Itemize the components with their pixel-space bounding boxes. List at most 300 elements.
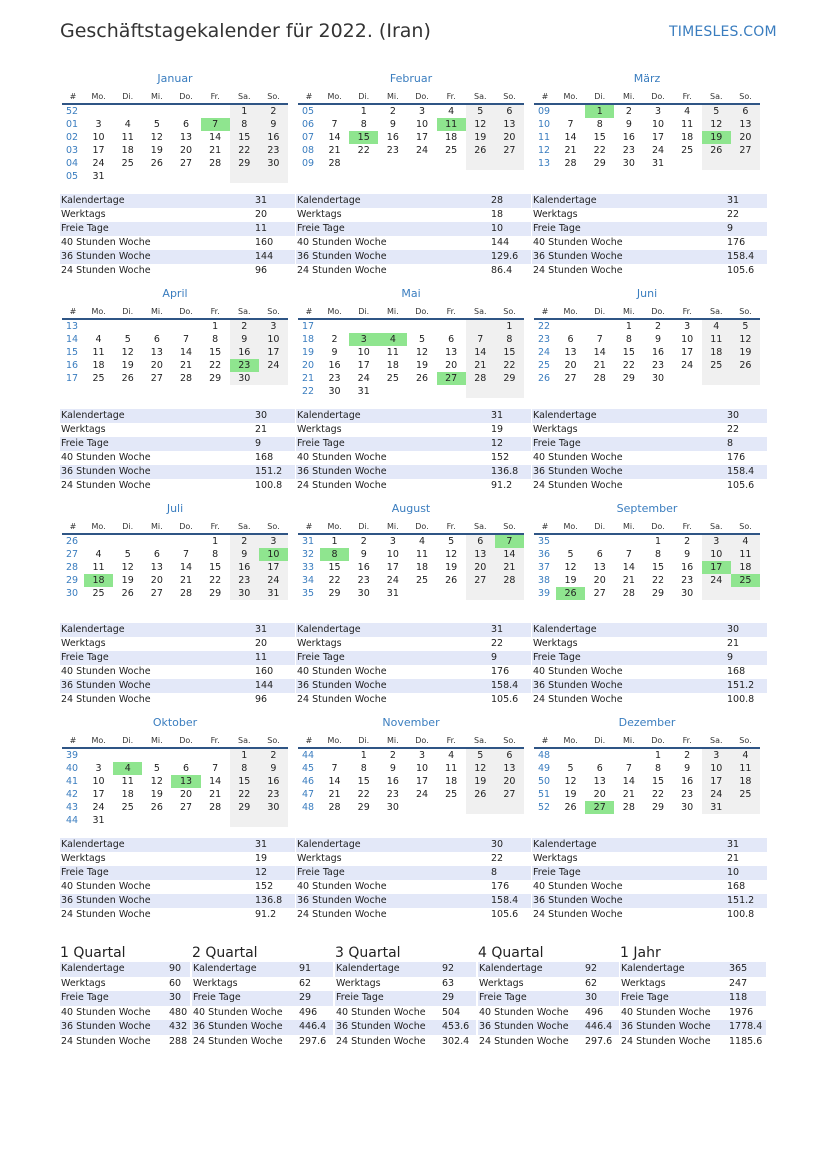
month-stats [60, 409, 295, 493]
stat-value: 91.2 [255, 909, 277, 920]
stat-value: 31 [727, 839, 740, 850]
day-cell [407, 157, 436, 170]
day-cell: 5 [731, 319, 760, 333]
day-cell: 2 [331, 334, 338, 345]
day-cell: 13 [564, 347, 577, 358]
week-number: 36 [538, 549, 551, 560]
weekday-header: # [534, 90, 556, 104]
stat-label: Werktags [297, 853, 342, 864]
week-row [534, 788, 760, 801]
week-number: 22 [302, 386, 315, 397]
day-cell: 7 [201, 118, 230, 131]
month-calendar [62, 714, 288, 827]
day-cell: 3 [259, 534, 288, 548]
day-cell: 25 [731, 574, 760, 587]
week-number: 12 [538, 145, 551, 156]
day-cell: 30 [357, 588, 370, 599]
week-number: 03 [66, 145, 79, 156]
day-cell: 18 [731, 775, 760, 788]
summary-value: 496 [299, 1006, 318, 1018]
day-cell [142, 104, 171, 118]
day-cell [407, 385, 436, 398]
stat-label: Freie Tage [297, 223, 345, 234]
stat-label: Werktags [297, 209, 342, 220]
week-row [534, 534, 760, 548]
day-cell: 4 [418, 536, 426, 547]
summary-value: 297.6 [585, 1035, 613, 1047]
summary-label: Werktags [621, 977, 666, 989]
day-cell [731, 372, 760, 385]
brand-logo-text[interactable]: TIMESLES.COM [669, 24, 777, 40]
day-cell: 28 [564, 158, 577, 169]
summary-row [192, 962, 333, 977]
week-row [534, 762, 760, 775]
stat-label: Werktags [297, 424, 342, 435]
stat-value: 31 [255, 839, 268, 850]
stat-row [60, 423, 295, 437]
day-cell: 1 [331, 536, 338, 547]
stat-label: 36 Stunden Woche [297, 895, 387, 906]
day-cell: 24 [651, 145, 665, 156]
stat-label: Kalendertage [297, 195, 361, 206]
weekday-header: Sa. [702, 520, 731, 534]
weekday-header: Di. [113, 90, 142, 104]
stat-value: 152 [255, 881, 274, 892]
month-calendar [62, 285, 288, 385]
day-cell: 9 [389, 119, 396, 130]
day-cell: 22 [357, 789, 370, 800]
weekday-header: Mi. [614, 520, 643, 534]
day-cell [437, 385, 466, 398]
day-cell: 12 [121, 347, 134, 358]
stat-row [532, 465, 767, 479]
day-cell: 11 [731, 762, 760, 775]
week-row [534, 131, 760, 144]
summary-row [478, 1035, 619, 1050]
stat-value: 28 [491, 195, 504, 206]
weekday-header: Mi. [142, 90, 171, 104]
stat-row [60, 194, 295, 208]
day-cell: 8 [212, 334, 219, 345]
week-row [62, 548, 288, 561]
day-cell: 13 [171, 775, 200, 788]
day-cell [731, 801, 760, 814]
day-cell: 2 [389, 106, 396, 117]
day-cell: 9 [259, 118, 288, 131]
stat-row [296, 264, 531, 278]
stat-label: 24 Stunden Woche [533, 265, 623, 276]
weekday-header: Fr. [201, 90, 230, 104]
day-cell [466, 587, 495, 600]
stat-value: 100.8 [727, 909, 755, 920]
stat-row [532, 250, 767, 264]
summary-label: 24 Stunden Woche [61, 1035, 151, 1047]
day-cell: 16 [328, 360, 341, 371]
week-row [298, 574, 524, 587]
day-cell: 30 [328, 386, 341, 397]
day-cell: 30 [259, 157, 288, 170]
day-cell [171, 319, 200, 333]
day-cell: 16 [259, 131, 288, 144]
week-number: 42 [66, 789, 79, 800]
summary-label: Freie Tage [621, 992, 669, 1004]
day-cell: 22 [651, 575, 665, 586]
day-cell: 10 [259, 333, 288, 346]
day-cell [731, 587, 760, 600]
stat-label: Freie Tage [533, 223, 581, 234]
day-cell: 1 [212, 536, 219, 547]
weekday-header: Sa. [702, 90, 731, 104]
day-cell: 27 [437, 372, 466, 385]
day-cell: 19 [702, 131, 731, 144]
week-row [298, 319, 524, 333]
day-cell: 10 [702, 762, 731, 775]
stat-label: Kalendertage [533, 410, 597, 421]
day-cell: 3 [418, 106, 426, 117]
week-number: 23 [538, 334, 551, 345]
day-cell: 14 [179, 562, 193, 573]
day-cell: 23 [357, 575, 370, 586]
day-cell [495, 587, 524, 600]
day-cell: 26 [702, 144, 731, 157]
stat-row [296, 908, 531, 922]
summary-row [192, 1035, 333, 1050]
week-number: 45 [302, 763, 315, 774]
day-cell [84, 104, 113, 118]
week-number: 38 [538, 575, 551, 586]
day-cell: 24 [92, 802, 105, 813]
day-cell: 30 [622, 158, 635, 169]
stat-value: 12 [255, 867, 268, 878]
day-cell: 4 [124, 119, 131, 130]
weekday-header: So. [731, 305, 760, 319]
week-number: 44 [302, 750, 315, 761]
stat-row [60, 637, 295, 651]
week-number: 13 [66, 321, 79, 332]
day-cell: 8 [654, 763, 662, 774]
weekday-header: Mo. [320, 90, 349, 104]
day-cell: 17 [92, 789, 105, 800]
day-cell: 19 [150, 789, 163, 800]
weekday-header: Mo. [320, 520, 349, 534]
summary-value: 91 [299, 963, 312, 974]
week-row [534, 548, 760, 561]
stat-label: Kalendertage [297, 624, 361, 635]
week-number: 46 [302, 776, 315, 787]
day-cell: 21 [179, 360, 193, 371]
stat-label: Werktags [61, 424, 106, 435]
stat-label: 24 Stunden Woche [297, 909, 387, 920]
week-row [298, 131, 524, 144]
day-cell: 2 [259, 748, 288, 762]
month-name: Juli [166, 502, 184, 515]
stat-label: Freie Tage [61, 223, 109, 234]
stat-label: 24 Stunden Woche [61, 909, 151, 920]
week-number: 10 [538, 119, 551, 130]
day-cell: 8 [230, 118, 259, 131]
week-row [534, 157, 760, 170]
month-name: März [633, 72, 661, 85]
summary-row [478, 977, 619, 992]
day-cell: 15 [230, 131, 259, 144]
day-cell [673, 157, 702, 170]
day-cell: 7 [596, 334, 603, 345]
day-cell: 25 [731, 788, 760, 801]
stat-label: Freie Tage [533, 652, 581, 663]
stat-label: 40 Stunden Woche [533, 452, 623, 463]
day-cell: 17 [386, 562, 399, 573]
day-cell: 30 [386, 802, 399, 813]
day-cell [230, 814, 259, 827]
stat-label: Werktags [533, 424, 578, 435]
weekday-header: Mo. [320, 734, 349, 748]
week-number: 52 [538, 802, 551, 813]
day-cell: 21 [209, 789, 222, 800]
day-cell: 7 [625, 549, 632, 560]
day-cell: 7 [182, 334, 190, 345]
day-cell: 19 [731, 346, 760, 359]
stat-value: 21 [255, 424, 268, 435]
day-cell [466, 385, 495, 398]
day-cell: 22 [357, 145, 370, 156]
day-cell [437, 319, 466, 333]
stat-row [60, 665, 295, 679]
day-cell: 19 [564, 789, 577, 800]
weekday-header: So. [731, 734, 760, 748]
month-name: August [391, 502, 431, 515]
day-cell: 28 [495, 574, 524, 587]
weekday-header: Fr. [437, 520, 466, 534]
day-cell: 7 [625, 763, 632, 774]
weekday-header: Di. [349, 734, 378, 748]
stat-label: 36 Stunden Woche [61, 251, 151, 262]
day-cell: 2 [230, 534, 259, 548]
day-cell: 28 [622, 588, 635, 599]
stat-label: 40 Stunden Woche [533, 666, 623, 677]
day-cell: 28 [179, 588, 193, 599]
week-row [62, 762, 288, 775]
stat-row [296, 693, 531, 707]
weekday-header: Fr. [673, 90, 702, 104]
day-cell: 25 [702, 359, 731, 372]
summary-value: 432 [169, 1021, 188, 1033]
day-cell: 14 [179, 347, 193, 358]
summary-label: Freie Tage [479, 992, 527, 1004]
day-cell: 25 [681, 145, 694, 156]
day-cell: 5 [124, 334, 131, 345]
day-cell: 16 [651, 347, 665, 358]
day-cell: 6 [448, 334, 455, 345]
week-number: 06 [302, 119, 315, 130]
day-cell: 4 [702, 319, 731, 333]
stat-row [532, 222, 767, 236]
weekday-header: Mo. [556, 520, 585, 534]
day-cell: 4 [448, 750, 455, 761]
week-row [62, 144, 288, 157]
day-cell: 9 [259, 762, 288, 775]
week-row [534, 801, 760, 814]
day-cell: 24 [415, 145, 429, 156]
day-cell: 19 [564, 575, 577, 586]
day-cell: 31 [259, 587, 288, 600]
summary-label: Kalendertage [193, 963, 257, 974]
stat-row [296, 866, 531, 880]
day-cell: 29 [328, 588, 341, 599]
day-cell: 3 [654, 106, 662, 117]
day-cell: 23 [259, 788, 288, 801]
stat-value: 30 [491, 839, 504, 850]
summary-value: 62 [585, 977, 598, 989]
day-cell [702, 372, 731, 385]
page-title: Geschäftstagekalender für 2022. (Iran) [60, 20, 431, 42]
week-number: 52 [66, 106, 79, 117]
stat-row [60, 479, 295, 493]
week-row [62, 372, 288, 385]
day-cell: 26 [415, 373, 429, 384]
day-cell [84, 748, 113, 762]
stat-label: Kalendertage [533, 839, 597, 850]
stat-value: 176 [491, 666, 510, 677]
summary-row [335, 1020, 476, 1035]
stat-row [60, 451, 295, 465]
weekday-header: Sa. [230, 734, 259, 748]
week-row [534, 372, 760, 385]
day-cell [407, 801, 436, 814]
weekday-header: # [62, 90, 84, 104]
stat-value: 31 [727, 195, 740, 206]
day-cell: 9 [684, 549, 691, 560]
day-cell: 11 [445, 763, 458, 774]
day-cell: 15 [622, 347, 635, 358]
stat-value: 96 [255, 265, 268, 276]
day-cell: 28 [622, 802, 635, 813]
day-cell: 11 [681, 119, 694, 130]
stat-value: 176 [727, 452, 746, 463]
stat-value: 105.6 [727, 480, 755, 491]
day-cell: 21 [593, 360, 606, 371]
stat-value: 105.6 [491, 694, 519, 705]
day-cell: 26 [556, 587, 585, 600]
day-cell: 22 [230, 144, 259, 157]
week-number: 04 [66, 158, 79, 169]
month-calendar [534, 70, 760, 170]
stat-value: 18 [491, 209, 504, 220]
day-cell [84, 534, 113, 548]
stat-label: Kalendertage [61, 410, 125, 421]
stat-label: Kalendertage [61, 624, 125, 635]
stat-value: 31 [255, 195, 268, 206]
summary-block [60, 945, 190, 1050]
day-cell: 16 [259, 775, 288, 788]
week-row [298, 144, 524, 157]
day-cell [673, 372, 702, 385]
day-cell: 2 [684, 536, 691, 547]
day-cell: 12 [445, 549, 458, 560]
day-cell: 14 [622, 562, 635, 573]
day-cell: 7 [331, 119, 338, 130]
stat-row [296, 222, 531, 236]
week-row [298, 561, 524, 574]
day-cell: 25 [445, 145, 458, 156]
summary-row [60, 991, 190, 1006]
day-cell: 15 [209, 562, 222, 573]
weekday-header: Sa. [466, 90, 495, 104]
day-cell [201, 104, 230, 118]
day-cell [437, 587, 466, 600]
month-calendar [62, 500, 288, 600]
day-cell [113, 319, 142, 333]
weekday-header: Di. [585, 305, 614, 319]
stat-label: 40 Stunden Woche [61, 881, 151, 892]
day-cell: 5 [418, 334, 426, 345]
stat-value: 22 [491, 638, 504, 649]
day-cell: 28 [328, 802, 341, 813]
day-cell: 12 [415, 347, 429, 358]
week-row [534, 748, 760, 762]
week-number: 17 [66, 373, 79, 384]
summary-label: Freie Tage [336, 992, 384, 1004]
week-number: 39 [538, 588, 551, 599]
week-number: 44 [66, 815, 79, 826]
day-cell: 15 [495, 346, 524, 359]
stat-value: 160 [255, 237, 274, 248]
summary-value: 30 [585, 992, 598, 1004]
day-cell: 5 [153, 763, 160, 774]
stat-row [532, 880, 767, 894]
summary-value: 1185.6 [729, 1035, 763, 1047]
day-cell: 16 [386, 776, 399, 787]
day-cell: 22 [209, 575, 222, 586]
day-cell: 4 [113, 762, 142, 775]
stat-value: 31 [491, 410, 504, 421]
stat-row [60, 250, 295, 264]
weekday-header: Di. [585, 90, 614, 104]
month-calendar [298, 500, 524, 600]
day-cell [230, 170, 259, 183]
weekday-header: Fr. [437, 90, 466, 104]
day-cell: 2 [389, 750, 396, 761]
day-cell: 18 [731, 561, 760, 574]
day-cell: 24 [702, 788, 731, 801]
summary-block [192, 945, 333, 1050]
summary-value: 30 [169, 992, 182, 1004]
month-name: September [616, 502, 678, 515]
stat-row [60, 838, 295, 852]
week-row [62, 118, 288, 131]
day-cell: 11 [92, 562, 105, 573]
weekday-header: Mo. [84, 90, 113, 104]
day-cell [495, 385, 524, 398]
stat-label: 24 Stunden Woche [533, 480, 623, 491]
stat-value: 19 [491, 424, 504, 435]
month-name: Januar [157, 72, 193, 85]
day-cell: 8 [360, 119, 367, 130]
day-cell: 25 [121, 802, 134, 813]
day-cell: 4 [448, 106, 455, 117]
stat-row [532, 236, 767, 250]
stat-row [296, 852, 531, 866]
stat-value: 8 [727, 438, 734, 449]
day-cell: 10 [92, 776, 105, 787]
day-cell: 25 [445, 789, 458, 800]
day-cell: 17 [415, 776, 429, 787]
day-cell: 4 [95, 549, 102, 560]
week-row [62, 561, 288, 574]
weekday-header: Fr. [437, 734, 466, 748]
month-stats [532, 623, 767, 707]
summary-value: 446.4 [299, 1021, 327, 1033]
day-cell: 27 [731, 144, 760, 157]
